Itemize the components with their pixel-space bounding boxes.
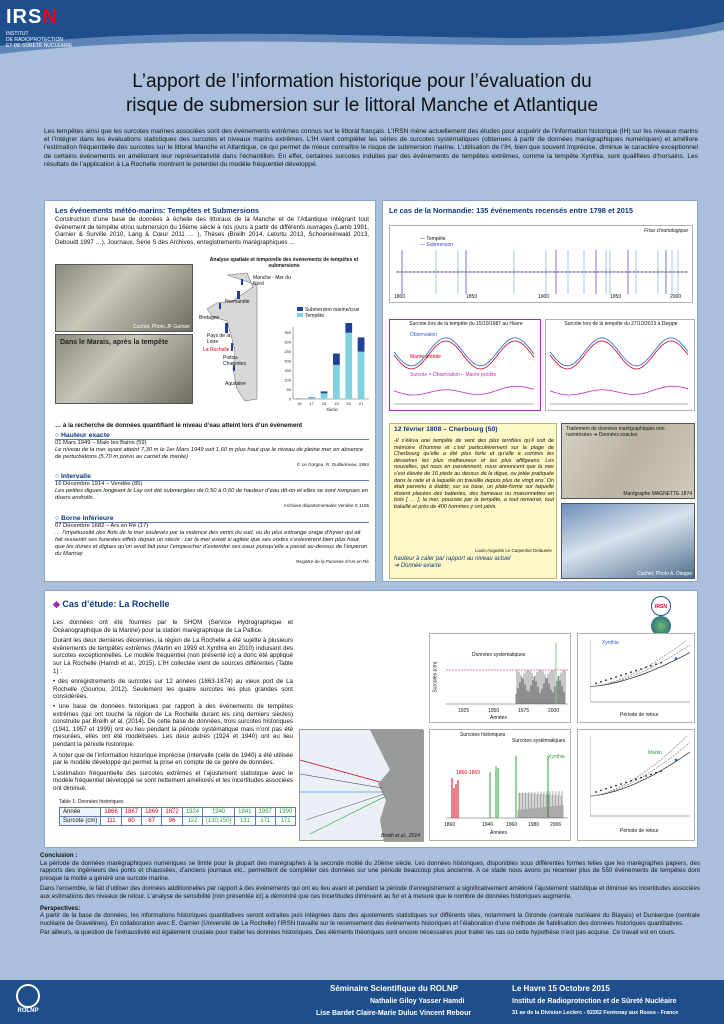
frise-event-dot	[673, 271, 674, 272]
seminar-name: Séminaire Scientifique du ROLNP	[330, 984, 459, 993]
rp-point	[600, 790, 602, 792]
frise-event-dot	[585, 271, 586, 272]
map-label-pays-loire: Pays de la Loire	[207, 333, 231, 345]
frise-event-dot	[489, 271, 490, 272]
frise-event-dot	[433, 271, 434, 272]
rp-point	[635, 670, 637, 672]
conclusion-p1: La période de données marégraphiques numériques se limite pour la plupart des marégraphes à la seconde moitié du 20ème siècle. Les données historiques, disponibles sous différentes formes telles que les marégraphes papiers, des rapports des ingénieurs des ponts et chaussées, d’anciens journaux etc., permettent de compléter ces données sur une période beaucoup plus ancienne. A ce stade nous avons pu recenser plus de 550 événements de tempêtes dont presque la moitié a généré une surcote marine.	[40, 859, 700, 882]
frise-event-dot	[521, 271, 522, 272]
frise-event-dot	[481, 271, 482, 272]
rochelle-panel	[44, 590, 698, 848]
quantify-text: … à la recherche de données quantifiant le niveau d’eau atteint lors d’un événement	[55, 422, 303, 429]
return-period-curve-1	[590, 640, 694, 708]
rp-point	[660, 770, 662, 772]
table-row: Année 1866 1867 1869 1872 1924 1940 1941 1957 1999	[60, 808, 296, 817]
cat2-source: Archives départementales Vendée S 1105	[283, 503, 369, 508]
rp-xynthia-point	[675, 759, 678, 762]
frise-event-dot	[617, 271, 618, 272]
map-label-manche: Manche - Mer du Nord	[253, 275, 291, 287]
hist-tick-1860: 1860	[444, 822, 456, 828]
institute-address: 31 av de la Division Leclerc - 92262 Fontenay aux Roses - France	[512, 1010, 679, 1016]
frise-event-dot	[641, 271, 642, 272]
map-title: Analyse spatiale et temporelle des événements de tempêtes et submersions	[209, 257, 359, 269]
rp-point	[630, 780, 632, 782]
cherbourg-quote: -Il s’éleva une tempête de vent des plus terribles qu’il soit de mémoire d’homme et c’est particulièrement sur la plage de Cherbourg qu’elle a été plus forte et qu’elle a commis les désastres les plus malheureux et les plus affligeans. Les nouvelles, qui nous en parviennent, nous annoncent que la mer s’est élevée de 16 pieds au dessus de la digue, ou jetée pratiquée dans la rade et à laquelle on travaille depuis plus de vingt ans. On était parvenu à établir, sur sa base, un plate-forme sur laquelle étoient placées des batteries, des hameaux ou maisonnettes en bois [ … ]; la mer, poussée par la tempête, a tout renversé, tout balaillé et près de 400 hommes y ont péris.	[394, 438, 554, 510]
hist-chart-sys: Surcotes systématiques	[512, 738, 566, 744]
frise-event-dot	[685, 271, 686, 272]
frise-event-dot	[501, 271, 502, 272]
sys-tick-1925: 1925	[458, 708, 470, 714]
frise-event-dot	[557, 271, 558, 272]
spatial-analysis	[197, 257, 371, 411]
y-tick-label: 250	[284, 349, 291, 355]
hist-label-1866: 1866-1869	[456, 770, 480, 776]
perspectives-title: Perspectives:	[40, 904, 81, 912]
frise-event-dot	[453, 271, 454, 272]
rochelle-b2: • une base de données historiques par rapport à des événements de tempêtes extrêmes (qui ont touché la région de La Rochelle durant les cinq derniers siècles) construite par Breilh et al. (2014). De cette base de données, trois surcotes historiques (1941, 1957 et 1999) ont eu lieu pendant la période systématique mais n’ont pas été mesurées, elles ont été modélisées. Les deux autres (1924 et 1940) ont eu lieu pendant la période historique.	[53, 702, 294, 748]
institute-name: Institut de Radioprotection et de Sûreté Nucléaire	[512, 998, 677, 1005]
x-tick-label: 17	[309, 401, 314, 406]
cat3-quote: … l’impétuosité des flots de la mer soulevés par la violence des vents du sud, ou du plus estrange orage d’hyver qui ait fait ressentir ses funestes effets depuis un siècle : car la mer estait si agitée que ses ondes s’eslevèrent bien plus haut que les dunes et digues qu’on avoit fait pour l’empescher d’estendre ses eaux puisqu’elle a passé au-dessus de l’esperon du Martray	[55, 530, 368, 557]
bar-submersion	[358, 337, 365, 351]
x-tick-label: 20	[346, 401, 351, 406]
frise-event-dot	[437, 271, 438, 272]
frise-tick-2000: 2000	[670, 294, 682, 300]
frise-event-dot	[493, 271, 494, 272]
wave-photo	[561, 503, 695, 579]
intro-text: Les tempêtes ainsi que les surcotes marines associées sont des événements extrêmes connus sur le littoral français. L’IRSN mène actuellement des études pour acquérir de l’information historique (IH) sur les niveaux marins et l’intégrer dans les évaluations statistiques des surcotes et niveaux marins extrêmes. L’IH vient compléter les séries de surcotes systématiques (obtenues à partir de données marégraphiques numériques) et améliore l’estimation fréquentielle des surcotes sur le littoral Manche et Atlantique, ce qui permet de mieux connaître le risque de submersion marine. L’utilisation de l’IH, bien que souvent imprécise, diminue le caractère exceptionnel de certains événements en améliorant leur représentativité dans l’échantillon. En effet, certaines surcotes induites par des événements de tempêtes extrêmes, comme la tempête Xynthia, sont qualifiées d’horsains. Les résultats de l’application à La Rochelle montrent le potentiel du modèle fréquentiel développé.	[44, 128, 698, 168]
frise-legend-tempete: — Tempête	[420, 236, 446, 242]
sys-tick-1950: 1950	[488, 708, 500, 714]
rp-point	[595, 791, 597, 793]
normandie-title: Le cas de la Normandie: 135 événements recensés entre 1798 et 2015	[389, 206, 634, 215]
return-period-chart-2	[577, 729, 695, 841]
rochelle-p2: Durant les deux dernières décennies, la région de La Rochelle a été sujette à plusieurs événements de tempêtes extrêmes (Martin en 1999 et Xynthia en 2010) induisant des surcotes exceptionnelles. Le modèle fréquentiel (non présenté ici) a donc été appliqué sur La Rochelle (Hamdi et al., 2015). L’IH collectée vient de sources différentes (Table 1) :	[53, 637, 293, 675]
rp-curve	[590, 640, 690, 687]
hist-label-xynthia: Xynthia	[548, 754, 565, 760]
bar-tempete	[333, 365, 340, 399]
bullet-icon: ○	[55, 432, 61, 439]
frise-event-dot	[477, 271, 478, 272]
rp-point	[605, 788, 607, 790]
rp1-xlabel: Période de retour	[620, 712, 659, 718]
map-label-la-rochelle: La Rochelle	[203, 347, 230, 353]
frise-event-dot	[565, 271, 566, 272]
frise-event-dot	[593, 271, 594, 272]
hist-tick-1980: 1980	[528, 822, 540, 828]
storm-events-panel	[44, 200, 376, 582]
chart1-title: Surcote lors de la tempête du 15/10/1987 au Havre	[409, 321, 523, 327]
x-axis-label: Siècle	[326, 407, 338, 412]
rochelle-title: ◆ Cas d’étude: La Rochelle	[53, 599, 170, 609]
rp-point	[605, 679, 607, 681]
map-caption: Breilh et al., 2014	[381, 833, 420, 839]
hist-xlabel: Années	[490, 830, 507, 836]
rolnp-emblem-icon	[16, 984, 40, 1008]
bar-tempete	[345, 333, 352, 399]
sys-xlabel: Années	[490, 715, 507, 721]
cat2-quote: Les petites digues longeant le Lay ont été submergées de 0,50 à 0,60 de hauteur d’eau dit-on et elles se sont rompues en divers endroits.	[55, 488, 368, 501]
bar-tempete	[321, 393, 328, 399]
frise-event-dot	[401, 271, 402, 272]
normandie-panel	[382, 200, 698, 582]
frise-event-dot	[681, 271, 682, 272]
rochelle-p1: Les données ont été fournies par le SHOM (Service Hydrographique et Océanographique de la Marine) pour la station marégraphique de La Pallice.	[53, 619, 293, 634]
chart1-obs-label: Observation	[410, 332, 437, 338]
frise-event-dot	[605, 271, 606, 272]
map-label-bretagne: Bretagne	[199, 315, 220, 321]
sys-chart-ylabel: Surcotes (cm)	[432, 661, 439, 693]
century-bar-chart	[277, 323, 371, 413]
frise-event-dot	[569, 271, 570, 272]
legend-tempete: Tempête	[297, 313, 324, 319]
sys-tick-1975: 1975	[518, 708, 530, 714]
x-tick-label: 18	[321, 401, 327, 406]
frise-title: Frise chronologique	[644, 228, 688, 234]
chart1-pred-label: Marée prédite	[410, 354, 441, 360]
y-tick-label: 100	[284, 377, 291, 383]
frise-legend-submersion: — Submersion	[420, 242, 454, 248]
category-interval: ○ Intervalle 16 Décembre 1914 – Vendée (85) Les petites digues longeant le Lay ont été submergées de 0,50 à 0,60 de hauteur d’eau dit-on et elles se sont rompues en divers endroits. Archives départementales Vendée S 1105	[55, 473, 369, 508]
y-tick-label: 200	[284, 358, 291, 364]
table-row: Surcote (cm) 111 80 87 96 122 [130;150] 131 171 171	[60, 817, 296, 826]
frise-event-dot	[621, 271, 622, 272]
event-date: Le Havre 15 Octobre 2015	[512, 984, 610, 993]
frise-event-dot	[545, 271, 546, 272]
rp-point	[650, 665, 652, 667]
historical-surge-chart	[429, 729, 571, 841]
frise-event-dot	[609, 271, 610, 272]
tide-gauge-archive	[561, 423, 695, 499]
chronology-frieze	[389, 225, 693, 303]
rp-xynthia-point	[675, 657, 678, 660]
rp-point	[640, 777, 642, 779]
cherbourg-source: Louis-Augustin Le Carpentier Delaunée	[475, 548, 552, 553]
irsn-small-logo: IRSN	[651, 596, 671, 616]
hist-tick-1960: 1960	[506, 822, 518, 828]
bullet-icon: ○	[55, 515, 61, 522]
rp-point	[620, 675, 622, 677]
cat1-source: © Le Gorgeu, R. Guillanneau, 1954	[296, 462, 369, 467]
rp-point	[630, 671, 632, 673]
conclusion-p2: Dans l’ensemble, le fait d’utiliser des données additionnelles par rapport à des événements qui ont eu lieu avant et pendant la période d’enregistrement a significativement amélioré l’ajustement statistique et diminué les incertitudes associées aux estimations des niveaux de retour. L’analyse de sensibilité (non présentée ici) a démontré que ces incertitudes diminuent au fur et à mesure que le nombre de données historiques augmente.	[40, 885, 700, 900]
frise-event-dot	[405, 271, 406, 272]
frise-event-dot	[497, 271, 498, 272]
table-caption: Table 1: Données historiques	[59, 799, 124, 805]
rp-point	[600, 681, 602, 683]
storm-photo-1	[55, 264, 193, 332]
frise-event-dot	[533, 271, 534, 272]
frise-event-dot	[509, 271, 510, 272]
map-label-poitou: Poitou-Charentes	[223, 355, 247, 367]
rochelle-p3: A noter que de l’information historique imprécise (intervalle (celle de 1940) a été utilisée par le modèle développé qui permet la prise en compte de ce genre de données.	[53, 751, 293, 767]
frise-event-dot	[677, 271, 678, 272]
y-tick-label: 150	[284, 368, 291, 374]
frise-event-dot	[417, 271, 418, 272]
rochelle-text	[53, 619, 293, 792]
frise-event-dot	[625, 271, 626, 272]
authors-line1: Nathalie Giloy Yasser Hamdi	[370, 998, 465, 1005]
rp-curve	[590, 752, 690, 796]
frise-timeline	[396, 250, 688, 294]
frise-event-dot	[397, 271, 398, 272]
frise-event-dot	[613, 271, 614, 272]
return-period-chart-1	[577, 633, 695, 723]
rp-curve	[590, 652, 690, 686]
frise-event-dot	[441, 271, 442, 272]
bar-tempete	[296, 398, 303, 399]
hist-tick-1940: 1940	[482, 822, 494, 828]
rochelle-b1: • des enregistrements de surcotes sur 12 années (1863-1874) au vieux port de La Rochelle (Gouriou, 2012). Seulement les quatre surcotes les plus grandes sont considérées.	[53, 678, 293, 701]
frise-event-dot	[661, 271, 662, 272]
rp-curve	[590, 742, 690, 796]
frise-event-dot	[669, 271, 670, 272]
dieppe-curves	[550, 330, 692, 408]
bar-tempete	[358, 352, 365, 399]
frise-event-dot	[445, 271, 446, 272]
x-tick-label: 19	[334, 401, 339, 406]
archive-caption: Marégraphe MAGNETTE 1874	[623, 491, 692, 497]
frise-event-dot	[653, 271, 654, 272]
rp-point	[625, 782, 627, 784]
map-label-aquitaine: Aquitaine	[225, 381, 246, 387]
frise-event-dot	[637, 271, 638, 272]
frise-event-dot	[425, 271, 426, 272]
frise-event-dot	[649, 271, 650, 272]
storm-events-title: Les événements météo-marins: Tempêtes et Submersions	[55, 206, 259, 215]
conclusion-p3: A partir de la base de données, les informations historiques quantitatives seront extraites puis intégrées dans des ajustements statistiques sur différents sites, notamment la Gironde (centrale nucléaire du Blayais) et Dunkerque (centrale nucléaire de Gravelines). En collaboration avec E. Garnier (Université de La Rochelle) l’IRSN travaille sur le recensement des événements historiques et l’élaboration d’une méthode de fiabilisation des données historiques quantitatives.	[40, 912, 700, 927]
cat3-source: Registre de la Paroisse d’Ars en Ré	[296, 559, 369, 564]
cherbourg-title: 12 février 1808 – Cherbourg (50)	[394, 426, 498, 433]
frise-event-dot	[561, 271, 562, 272]
bar-submersion	[321, 391, 328, 393]
frise-event-dot	[413, 271, 414, 272]
rp-point	[625, 673, 627, 675]
rp-point	[635, 778, 637, 780]
conclusion-block	[40, 852, 700, 937]
frise-tick-1950: 1950	[610, 294, 622, 300]
rp-curve	[590, 736, 690, 796]
rp-legend-martin: Martin	[648, 750, 662, 756]
frise-event-dot	[473, 271, 474, 272]
frise-event-dot	[577, 271, 578, 272]
frise-event-dot	[505, 271, 506, 272]
x-tick-label: 16	[297, 401, 302, 406]
sys-tick-2000: 2000	[548, 708, 560, 714]
return-period-curve-2	[590, 736, 694, 822]
storm-tracks-map	[299, 729, 423, 841]
rp-point	[655, 663, 657, 665]
tide-curve	[394, 386, 534, 395]
cat2-event: 16 Décembre 1914 – Vendée (85)	[55, 481, 143, 487]
bar-tempete	[308, 397, 315, 399]
x-tick-label: 21	[358, 401, 364, 406]
rp-point	[620, 783, 622, 785]
surge-chart-havre	[389, 319, 541, 411]
bullet-icon: ○	[55, 473, 61, 480]
havre-curves	[394, 330, 538, 408]
frise-tick-1850: 1850	[466, 294, 478, 300]
frise-event-dot	[525, 271, 526, 272]
header-wave	[0, 0, 724, 70]
rp-point	[660, 662, 662, 664]
frise-event-dot	[549, 271, 550, 272]
rolnp-logo: ROLNP	[8, 984, 48, 1022]
chart2-title: Surcote lors de la tempête du 27/10/2013 à Dieppe	[564, 321, 678, 327]
tide-curve	[394, 338, 534, 366]
poster-title: L’apport de l’information historique pour l’évaluation du risque de submersion sur le littoral Manche et Atlantique	[125, 71, 599, 116]
rp-point	[655, 772, 657, 774]
frise-event-dot	[645, 271, 646, 272]
sys-chart-title: Données systématiques	[472, 652, 526, 658]
frise-event-dot	[665, 271, 666, 272]
diamond-icon: ◆	[53, 599, 63, 609]
rp-legend-xynthia: Xynthia	[602, 640, 619, 646]
rp-point	[640, 668, 642, 670]
storm-photo-2	[55, 334, 193, 404]
bar-submersion	[333, 354, 340, 365]
irsn-logo: IRSN INSTITUT DE RADIOPROTECTION ET DE SÛRETÉ NUCLÉAIRE	[6, 6, 73, 49]
rp-point	[615, 676, 617, 678]
systematic-surge-chart	[429, 633, 571, 723]
archive-note: Traitement de données marégraphiques non numérisées ➔ Données exactes	[566, 426, 665, 438]
legend-submersion: Submersion marine/crue	[297, 307, 359, 313]
tide-curve	[550, 386, 688, 395]
frise-event-dot	[657, 271, 658, 272]
frise-event-dot	[573, 271, 574, 272]
frise-event-dot	[513, 271, 514, 272]
surge-chart-dieppe	[545, 319, 695, 411]
partner-logos	[651, 595, 695, 617]
frise-event-dot	[553, 271, 554, 272]
frise-event-dot	[537, 271, 538, 272]
rp-point	[615, 785, 617, 787]
frise-event-dot	[589, 271, 590, 272]
wave-photo-caption: Cachet, Photo A. Dieppe	[637, 571, 692, 577]
category-lower-bound: ○ Borne inférieure 07 Décembre 1682 – Ars en Ré (17) … l’impétuosité des flots de la mer soulevés par la violence des vents du sud, ou du plus estrange orage d’hyver qui ait fait ressentir ses funestes effets depuis un siècle : car la mer estait si agitée que ses ondes s’eslevèrent bien plus haut que les dunes et digues qu’on avoit fait pour l’empescher d’estendre ses eaux puisqu’elle a passé au-dessus de l’esperon du Martray Registre de la Paroisse d’Ars en Ré	[55, 515, 369, 564]
conclusion-p4: Par ailleurs, la question de l’exhaustivité est également cruciale pour traiter les données historiques. Des éléments théoriques sont encore nécessaires pour traiter les cas où cette hypothèse n’est pas acquise. Ce travail est en cours.	[40, 929, 676, 937]
frise-event-dot	[529, 271, 530, 272]
frise-event-dot	[597, 271, 598, 272]
frise-event-dot	[629, 271, 630, 272]
storm-events-text: Construction d’une base de données à échelle des littoraux de la Manche et de l’Atlantique intégrant tout événement de tempête et/ou submersion du 16ème siècle à nos jours à partir de différents ouvrages (Lamb 1991, Garnier & Surville 2010, Lang & Cœur 2011 … ), Thèses (Breilh 2014, Letortu 2013, Schoeneinwald 2013, Deboudt 1997 …), Journaux, Série S des Archives, enregistrements marégraphiques ...	[55, 216, 369, 246]
rp-point	[610, 678, 612, 680]
y-tick-label: 300	[284, 339, 291, 345]
historical-data-table	[59, 807, 296, 826]
frise-event-dot	[409, 271, 410, 272]
category-exact: ○ Hauteur exacte 01 Mars 1949 – Malo les Bains (59) Le niveau de la mer ayant atteint 7,30 m le 1er Mars 1949 soit 1,60 m plus haut que le niveau de pleine mer en absence de perturbations (5,70 m prévu au carnet de marée) © Le Gorgeu, R. Guillanneau, 1954	[55, 432, 369, 467]
frise-event-dot	[469, 271, 470, 272]
hist-chart-title: Surcotes historiques	[460, 732, 506, 738]
photo2-caption: Dans le Marais, après la tempête	[60, 339, 169, 346]
rochelle-p4: L’estimation fréquentielle des surcotes extrêmes et l’ajustement statistique avec le modèle fréquentiel développé se sont nettement améliorés et les incertitudes associées ont diminué.	[53, 769, 293, 792]
frise-tick-1900: 1900	[538, 294, 550, 300]
rp-point	[650, 774, 652, 776]
authors-line2: Lise Bardet Claire-Marie Duluc Vincent Rebour	[316, 1010, 472, 1017]
hist-tick-2006: 2006	[550, 822, 562, 828]
rp-point	[645, 667, 647, 669]
photo1-caption: Cachet, Photo JF Garnier	[133, 324, 190, 330]
systematic-bars	[446, 640, 568, 708]
frise-event-dot	[429, 271, 430, 272]
cat1-quote: Le niveau de la mer ayant atteint 7,30 m le 1er Mars 1949 soit 1,60 m plus haut que le niveau de pleine mer en absence de perturbations (5,70 m prévu au carnet de marée)	[55, 447, 364, 460]
frise-event-dot	[449, 271, 450, 272]
frise-event-dot	[461, 271, 462, 272]
frise-event-dot	[601, 271, 602, 272]
frise-tick-1800: 1800	[394, 294, 406, 300]
y-tick-label: 50	[286, 387, 291, 393]
footer	[0, 980, 724, 1024]
cat3-event: 07 Décembre 1682 – Ars en Ré (17)	[55, 523, 149, 529]
map-label-normandie: Normandie	[225, 299, 250, 305]
conclusion-title: Conclusion :	[40, 852, 78, 859]
rp2-xlabel: Période de retour	[620, 828, 659, 834]
frise-event-dot	[457, 271, 458, 272]
bar-submersion	[345, 323, 352, 333]
rp-curve	[590, 645, 690, 687]
rp-point	[610, 786, 612, 788]
cherbourg-event	[389, 423, 557, 579]
rp-point	[645, 775, 647, 777]
frise-event-dot	[517, 271, 518, 272]
frise-event-dot	[633, 271, 634, 272]
frise-event-dot	[581, 271, 582, 272]
y-tick-label: 0	[288, 396, 291, 402]
storm-tracks-svg	[300, 730, 424, 842]
frise-event-dot	[485, 271, 486, 272]
chart1-surge-label: Surcote = Observation – Marée prédite	[410, 372, 497, 378]
cherbourg-note: hauteur à caler par rapport au niveau actuel ➔ Donnée exacte	[394, 556, 511, 569]
y-tick-label: 350	[284, 330, 291, 336]
rp-point	[595, 683, 597, 685]
frise-event-dot	[421, 271, 422, 272]
cat1-event: 01 Mars 1949 – Malo les Bains (59)	[55, 440, 147, 446]
frise-event-dot	[541, 271, 542, 272]
frise-event-dot	[465, 271, 466, 272]
